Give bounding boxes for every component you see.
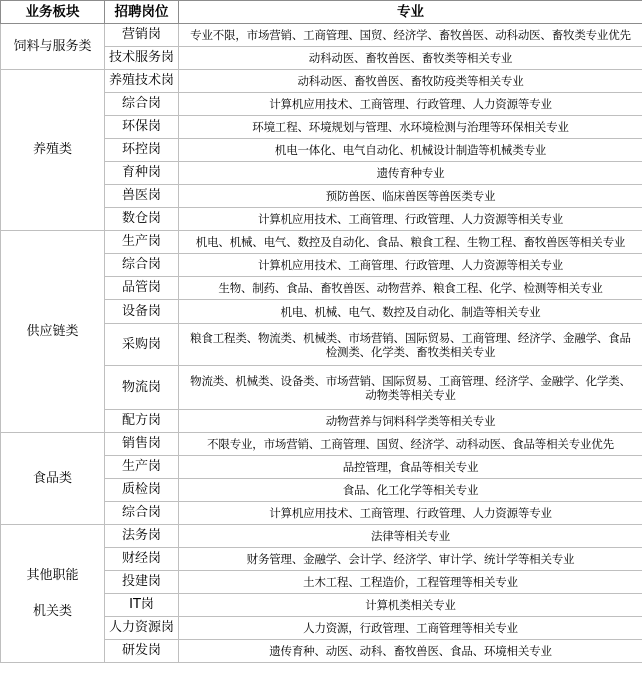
major-cell: 生物、制药、食品、畜牧兽医、动物营养、粮食工程、化学、检测等相关专业	[179, 277, 642, 300]
position-cell: 技术服务岗	[105, 47, 179, 70]
position-cell: 综合岗	[105, 502, 179, 525]
category-breeding: 养殖类	[1, 70, 105, 231]
position-cell: 质检岗	[105, 479, 179, 502]
category-food: 食品类	[1, 433, 105, 525]
position-cell: 物流岗	[105, 366, 179, 410]
position-cell: 法务岗	[105, 525, 179, 548]
major-line: 动物类等相关专业	[365, 387, 456, 402]
major-cell: 法律等相关专业	[179, 525, 642, 548]
position-cell: 养殖技术岗	[105, 70, 179, 93]
major-cell: 动物营养与饲料科学类等相关专业	[179, 410, 642, 433]
position-cell: 人力资源岗	[105, 617, 179, 640]
major-cell: 人力资源，行政管理、工商管理等相关专业	[179, 617, 642, 640]
major-cell: 机电、机械、电气、数控及自动化、制造等相关专业	[179, 300, 642, 324]
major-cell: 遗传育种、动医、动科、畜牧兽医、食品、环境相关专业	[179, 640, 642, 663]
major-cell: 预防兽医、临床兽医等兽医类专业	[179, 185, 642, 208]
position-cell: 生产岗	[105, 456, 179, 479]
header-row	[1, 1, 642, 24]
position-cell: 综合岗	[105, 254, 179, 277]
major-cell: 计算机应用技术、工商管理、行政管理、人力资源等专业	[179, 93, 642, 116]
major-line: 检测类、化学类、畜牧类相关专业	[325, 344, 496, 359]
table-row	[1, 70, 642, 93]
major-cell: 财务管理、金融学、会计学、经济学、审计学、统计学等相关专业	[179, 548, 642, 571]
position-cell: 设备岗	[105, 300, 179, 324]
position-cell: 营销岗	[105, 24, 179, 47]
major-line: 物流类、机械类、设备类、市场营销、国际贸易、工商管理、经济学、金融学、化学类、	[190, 373, 631, 388]
major-cell: 土木工程、工程造价，工程管理等相关专业	[179, 571, 642, 594]
position-cell: IT岗	[105, 594, 179, 617]
position-cell: 生产岗	[105, 231, 179, 254]
major-cell	[179, 324, 642, 366]
major-cell: 动科动医、畜牧兽医、畜牧类等相关专业	[179, 47, 642, 70]
position-cell: 采购岗	[105, 324, 179, 366]
position-cell: 环保岗	[105, 116, 179, 139]
header-major: 专业	[179, 1, 642, 24]
table-row	[1, 433, 642, 456]
major-cell: 品控管理，食品等相关专业	[179, 456, 642, 479]
major-cell: 环境工程、环境规划与管理、水环境检测与治理等环保相关专业	[179, 116, 642, 139]
position-cell: 环控岗	[105, 139, 179, 162]
table-row	[1, 24, 642, 47]
category-other-line1: 其他职能	[26, 567, 79, 583]
major-line: 粮食工程类、物流类、机械类、市场营销、国际贸易、工商管理、经济学、金融学、食品	[190, 330, 631, 345]
position-cell: 品管岗	[105, 277, 179, 300]
major-cell: 机电、机械、电气、数控及自动化、食品、粮食工程、生物工程、畜牧兽医等相关专业	[179, 231, 642, 254]
major-cell: 不限专业，市场营销、工商管理、国贸、经济学、动科动医、食品等相关专业优先	[179, 433, 642, 456]
table-row	[1, 231, 642, 254]
header-position: 招聘岗位	[105, 1, 179, 24]
category-other	[1, 525, 105, 663]
table-row	[1, 525, 642, 548]
position-cell: 销售岗	[105, 433, 179, 456]
major-cell: 计算机类相关专业	[179, 594, 642, 617]
major-cell: 计算机应用技术、工商管理、行政管理、人力资源等相关专业	[179, 254, 642, 277]
category-feed: 饲料与服务类	[1, 24, 105, 70]
position-cell: 配方岗	[105, 410, 179, 433]
major-cell: 专业不限，市场营销、工商管理、国贸、经济学、畜牧兽医、动科动医、畜牧类专业优先	[179, 24, 642, 47]
major-cell	[179, 366, 642, 410]
position-cell: 数仓岗	[105, 208, 179, 231]
major-cell: 遗传育种专业	[179, 162, 642, 185]
category-other-line2: 机关类	[32, 603, 72, 619]
position-cell: 兽医岗	[105, 185, 179, 208]
position-cell: 综合岗	[105, 93, 179, 116]
major-cell: 机电一体化、电气自动化、机械设计制造等机械类专业	[179, 139, 642, 162]
major-cell: 计算机应用技术、工商管理、行政管理、人力资源等相关专业	[179, 208, 642, 231]
category-supply: 供应链类	[1, 231, 105, 433]
position-cell: 研发岗	[105, 640, 179, 663]
position-cell: 育种岗	[105, 162, 179, 185]
major-cell: 动科动医、畜牧兽医、畜牧防疫类等相关专业	[179, 70, 642, 93]
major-cell: 食品、化工化学等相关专业	[179, 479, 642, 502]
position-cell: 财经岗	[105, 548, 179, 571]
major-cell: 计算机应用技术、工商管理、行政管理、人力资源等专业	[179, 502, 642, 525]
position-cell: 投建岗	[105, 571, 179, 594]
header-category: 业务板块	[1, 1, 105, 24]
